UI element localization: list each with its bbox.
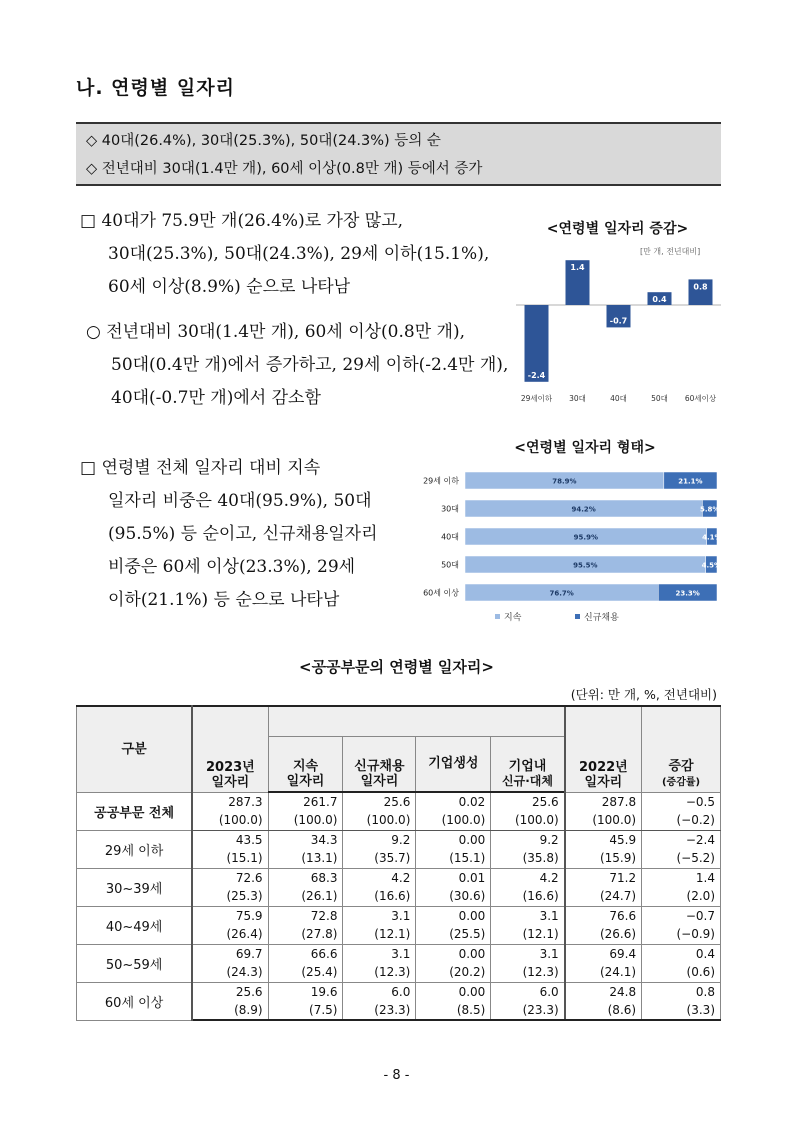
paragraph-2 bbox=[86, 316, 509, 415]
page-number: - 8 - bbox=[383, 1068, 410, 1083]
paragraph-1-line-3: 60세 이상(8.9%) 순으로 나타남 bbox=[108, 277, 351, 297]
cell-percent: (12.1) bbox=[491, 925, 565, 944]
cell-percent: (23.3) bbox=[491, 1001, 565, 1020]
cell-value: 0.00 bbox=[416, 830, 491, 849]
row-label: 50~59세 bbox=[77, 944, 193, 982]
summary-line-1: ◇ 40대(26.4%), 30대(25.3%), 50대(24.3%) 등의 순 bbox=[86, 133, 441, 149]
cell-value: 43.5 bbox=[192, 830, 268, 849]
cell-value: 0.01 bbox=[416, 868, 491, 887]
chart2-category-label: 60세 이상 bbox=[423, 588, 459, 598]
chart2-svg bbox=[400, 462, 725, 630]
cell-value: 45.9 bbox=[565, 830, 642, 849]
cell-value: 69.4 bbox=[565, 944, 642, 963]
paragraph-1-line-1: □ 40대가 75.9만 개(26.4%)로 가장 많고, bbox=[80, 211, 404, 231]
paragraph-1 bbox=[80, 205, 490, 304]
chart2-title: <연령별 일자리 형태> bbox=[514, 440, 656, 456]
cell-value: 9.2 bbox=[491, 830, 565, 849]
chart1-data-label: -2.4 bbox=[527, 370, 546, 380]
cell-percent: (16.6) bbox=[343, 887, 416, 906]
cell-percent: (3.3) bbox=[642, 1001, 721, 1020]
table-unit: (단위: 만 개, %, 전년대비) bbox=[570, 687, 717, 702]
paragraph-2-line-3: 40대(-0.7만 개)에서 감소함 bbox=[111, 388, 321, 408]
cell-percent: (100.0) bbox=[268, 811, 343, 830]
header-continuing-a: 지속 bbox=[292, 759, 319, 774]
header-new bbox=[343, 736, 416, 792]
header-in-firm-a: 기업내 bbox=[508, 759, 547, 774]
cell-value: −2.4 bbox=[642, 830, 721, 849]
cell-percent: (12.3) bbox=[343, 963, 416, 982]
cell-value: 24.8 bbox=[565, 982, 642, 1001]
chart2-category-label: 30대 bbox=[441, 504, 459, 514]
header-firm-creation: 기업생성 bbox=[416, 736, 491, 792]
cell-percent: (25.5) bbox=[416, 925, 491, 944]
chart2-category-label: 50대 bbox=[441, 560, 459, 570]
header-in-firm-b: 신규·대체 bbox=[502, 774, 553, 788]
chart2-data-label: 4.1% bbox=[702, 533, 722, 542]
chart1-category-label: 60세이상 bbox=[684, 394, 717, 403]
cell-value: 261.7 bbox=[268, 792, 343, 811]
cell-percent: (15.1) bbox=[416, 849, 491, 868]
paragraph-3-line-2: 일자리 비중은 40대(95.9%), 50대 bbox=[108, 491, 372, 511]
cell-percent: (20.2) bbox=[416, 963, 491, 982]
chart1-category-label: 50대 bbox=[651, 394, 668, 403]
paragraph-1-line-2: 30대(25.3%), 50대(24.3%), 29세 이하(15.1%), bbox=[108, 244, 490, 264]
chart1-title: <연령별 일자리 증감> bbox=[546, 221, 689, 237]
cell-percent: (30.6) bbox=[416, 887, 491, 906]
cell-percent: (8.5) bbox=[416, 1001, 491, 1020]
chart2-data-label: 78.9% bbox=[552, 477, 577, 486]
chart1-data-label: -0.7 bbox=[609, 316, 628, 326]
cell-percent: (7.5) bbox=[268, 1001, 343, 1020]
header-category: 구분 bbox=[77, 706, 193, 792]
cell-value: 72.8 bbox=[268, 906, 343, 925]
cell-percent: (−0.9) bbox=[642, 925, 721, 944]
header-2023-b: 일자리 bbox=[211, 774, 250, 790]
header-in-firm bbox=[491, 736, 565, 792]
cell-value: 72.6 bbox=[192, 868, 268, 887]
cell-percent: (27.8) bbox=[268, 925, 343, 944]
cell-percent: (8.9) bbox=[192, 1001, 268, 1020]
cell-percent: (23.3) bbox=[343, 1001, 416, 1020]
paragraph-3-line-5: 이하(21.1%) 등 순으로 나타남 bbox=[108, 590, 340, 610]
header-2022-b: 일자리 bbox=[584, 774, 623, 790]
header-new-b: 일자리 bbox=[360, 774, 399, 789]
section-title: 나. 연령별 일자리 bbox=[76, 77, 235, 99]
header-2023 bbox=[192, 706, 268, 792]
cell-value: 71.2 bbox=[565, 868, 642, 887]
table-title: <공공부문의 연령별 일자리> bbox=[299, 658, 494, 676]
cell-value: 0.8 bbox=[642, 982, 721, 1001]
chart2-category-label: 29세 이하 bbox=[423, 476, 459, 486]
header-2023-a: 2023년 bbox=[205, 759, 255, 775]
cell-value: 3.1 bbox=[343, 906, 416, 925]
row-label: 60세 이상 bbox=[77, 982, 193, 1020]
cell-value: 9.2 bbox=[343, 830, 416, 849]
paragraph-3-line-1: □ 연령별 전체 일자리 대비 지속 bbox=[80, 458, 321, 478]
cell-percent: (8.6) bbox=[565, 1001, 642, 1020]
chart2-data-label: 94.2% bbox=[571, 505, 596, 514]
cell-percent: (−5.2) bbox=[642, 849, 721, 868]
cell-value: 3.1 bbox=[491, 906, 565, 925]
chart2-legend-label: 신규채용 bbox=[584, 613, 619, 623]
cell-value: 0.00 bbox=[416, 982, 491, 1001]
cell-value: 25.6 bbox=[343, 792, 416, 811]
cell-percent: (0.6) bbox=[642, 963, 721, 982]
cell-percent: (100.0) bbox=[416, 811, 491, 830]
summary-box bbox=[76, 122, 721, 186]
row-label: 29세 이하 bbox=[77, 830, 193, 868]
chart2-data-label: 21.1% bbox=[678, 477, 703, 486]
paragraph-2-line-2: 50대(0.4만 개)에서 증가하고, 29세 이하(-2.4만 개), bbox=[111, 355, 509, 375]
chart2-data-label: 95.5% bbox=[573, 561, 598, 570]
cell-value: 0.00 bbox=[416, 944, 491, 963]
cell-percent: (26.6) bbox=[565, 925, 642, 944]
chart1-category-label: 40대 bbox=[610, 394, 627, 403]
cell-value: −0.5 bbox=[642, 792, 721, 811]
cell-value: 34.3 bbox=[268, 830, 343, 849]
cell-value: 25.6 bbox=[192, 982, 268, 1001]
cell-percent: (12.1) bbox=[343, 925, 416, 944]
paragraph-3-line-4: 비중은 60세 이상(23.3%), 29세 bbox=[108, 557, 356, 577]
chart1-svg bbox=[508, 255, 723, 410]
cell-percent: (−0.2) bbox=[642, 811, 721, 830]
cell-percent: (100.0) bbox=[565, 811, 642, 830]
header-blank bbox=[268, 706, 565, 736]
header-continuing bbox=[268, 736, 343, 792]
cell-value: 0.02 bbox=[416, 792, 491, 811]
age-jobs-table bbox=[76, 705, 721, 1021]
header-continuing-b: 일자리 bbox=[286, 774, 325, 789]
cell-value: 287.8 bbox=[565, 792, 642, 811]
cell-value: 0.00 bbox=[416, 906, 491, 925]
cell-percent: (26.4) bbox=[192, 925, 268, 944]
cell-value: 1.4 bbox=[642, 868, 721, 887]
chart1-category-label: 29세이하 bbox=[520, 394, 553, 403]
header-2022 bbox=[565, 706, 642, 792]
cell-percent: (15.1) bbox=[192, 849, 268, 868]
cell-percent: (35.7) bbox=[343, 849, 416, 868]
chart1-category-label: 30대 bbox=[569, 394, 586, 403]
cell-value: 69.7 bbox=[192, 944, 268, 963]
cell-value: 3.1 bbox=[491, 944, 565, 963]
cell-value: 6.0 bbox=[491, 982, 565, 1001]
summary-line-2: ◇ 전년대비 30대(1.4만 개), 60세 이상(0.8만 개) 등에서 증가 bbox=[86, 161, 483, 177]
row-label: 공공부문 전체 bbox=[77, 792, 193, 830]
cell-percent: (13.1) bbox=[268, 849, 343, 868]
cell-percent: (25.4) bbox=[268, 963, 343, 982]
header-new-a: 신규채용 bbox=[354, 759, 405, 774]
cell-percent: (15.9) bbox=[565, 849, 642, 868]
cell-value: 68.3 bbox=[268, 868, 343, 887]
cell-value: 76.6 bbox=[565, 906, 642, 925]
paragraph-3 bbox=[80, 452, 400, 617]
cell-value: 66.6 bbox=[268, 944, 343, 963]
header-change-a: 증감 bbox=[668, 758, 694, 774]
cell-value: 4.2 bbox=[491, 868, 565, 887]
cell-value: 287.3 bbox=[192, 792, 268, 811]
chart2-legend-label: 지속 bbox=[504, 613, 522, 623]
cell-value: 19.6 bbox=[268, 982, 343, 1001]
cell-percent: (2.0) bbox=[642, 887, 721, 906]
cell-percent: (35.8) bbox=[491, 849, 565, 868]
header-change-b: (증감률) bbox=[661, 776, 701, 788]
cell-percent: (12.3) bbox=[491, 963, 565, 982]
cell-value: 75.9 bbox=[192, 906, 268, 925]
header-change bbox=[642, 706, 721, 792]
chart1-data-label: 1.4 bbox=[570, 263, 585, 273]
cell-percent: (24.1) bbox=[565, 963, 642, 982]
cell-value: −0.7 bbox=[642, 906, 721, 925]
cell-percent: (24.3) bbox=[192, 963, 268, 982]
chart2-data-label: 5.8% bbox=[699, 505, 720, 514]
cell-value: 0.4 bbox=[642, 944, 721, 963]
paragraph-2-line-1: ○ 전년대비 30대(1.4만 개), 60세 이상(0.8만 개), bbox=[86, 322, 465, 342]
chart2-data-label: 76.7% bbox=[549, 589, 574, 598]
row-label: 40~49세 bbox=[77, 906, 193, 944]
cell-percent: (100.0) bbox=[491, 811, 565, 830]
row-label: 30~39세 bbox=[77, 868, 193, 906]
cell-value: 3.1 bbox=[343, 944, 416, 963]
cell-percent: (100.0) bbox=[343, 811, 416, 830]
cell-percent: (25.3) bbox=[192, 887, 268, 906]
cell-value: 6.0 bbox=[343, 982, 416, 1001]
chart2-legend-swatch bbox=[575, 614, 580, 619]
chart2-data-label: 23.3% bbox=[675, 589, 700, 598]
chart1-unit: [만 개, 전년대비] bbox=[640, 247, 701, 256]
header-2022-a: 2022년 bbox=[579, 759, 628, 775]
cell-percent: (24.7) bbox=[565, 887, 642, 906]
cell-percent: (100.0) bbox=[192, 811, 268, 830]
chart2-legend-swatch bbox=[495, 614, 500, 619]
cell-percent: (16.6) bbox=[491, 887, 565, 906]
chart1-data-label: 0.8 bbox=[693, 282, 708, 292]
chart1-data-label: 0.4 bbox=[652, 295, 667, 305]
chart2-data-label: 95.9% bbox=[573, 533, 598, 542]
chart2-category-label: 40대 bbox=[441, 532, 459, 542]
cell-percent: (26.1) bbox=[268, 887, 343, 906]
cell-value: 25.6 bbox=[491, 792, 565, 811]
cell-value: 4.2 bbox=[343, 868, 416, 887]
paragraph-3-line-3: (95.5%) 등 순이고, 신규채용일자리 bbox=[108, 524, 378, 544]
chart2-data-label: 4.5% bbox=[701, 561, 722, 570]
